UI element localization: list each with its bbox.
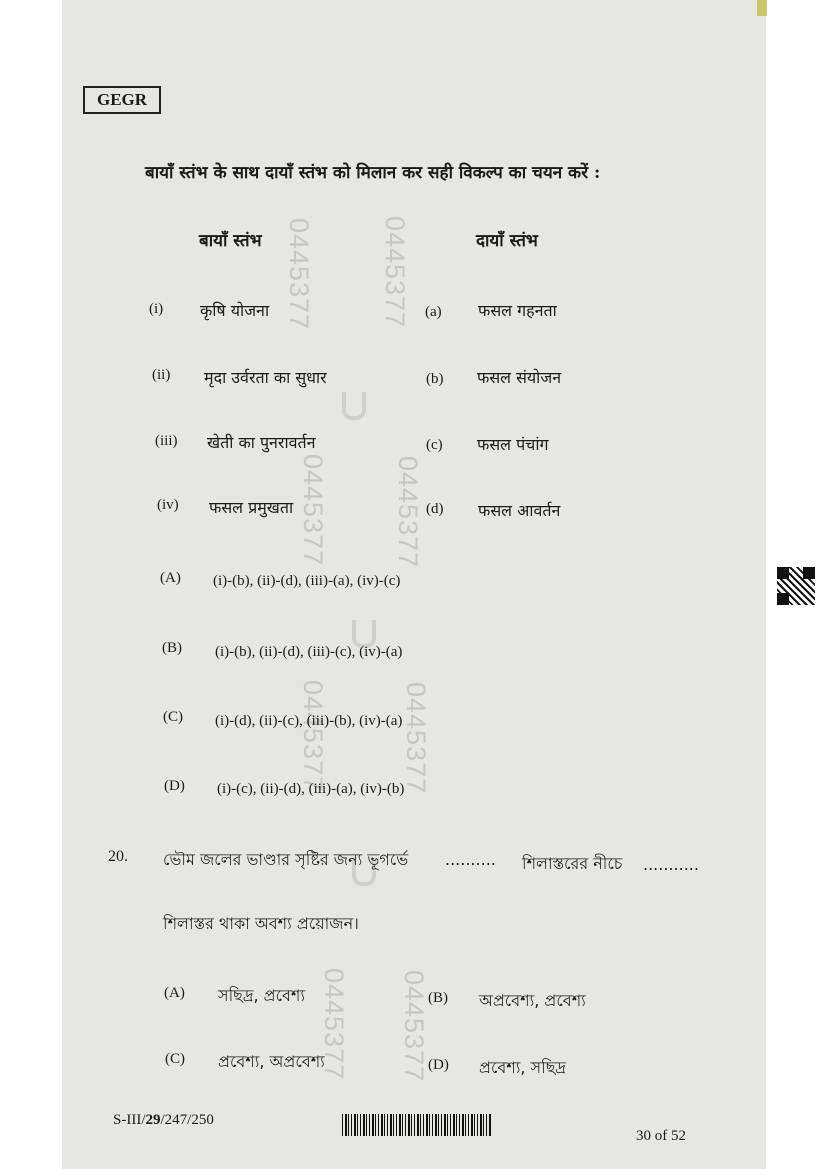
option-label: (D) [428,1057,449,1073]
scan-edge-mark [757,0,767,16]
watermark-stamp: 0445377 [399,970,429,1083]
right-item-text: फसल संयोजन [477,368,562,387]
left-item-number: (iv) [157,497,179,513]
question-text: ভৌম জলের ভাণ্ডার সৃষ্টির জন্য ভূগর্ভে [163,850,409,869]
paper-code-bold: 29 [145,1112,161,1128]
right-item-text: फसल पंचांग [477,435,549,454]
watermark-stamp: 0445377 [298,680,328,793]
fill-blank: ........... [643,855,699,874]
option-text: অপ্রবেশ্য, প্রবেশ্য [479,991,586,1010]
left-column-heading: बायाँ स्तंभ [199,231,262,251]
right-item-text: फसल गहनता [478,301,557,320]
option-text: প্রবেশ্য, অপ্রবেশ্য [218,1052,325,1071]
watermark-stamp: 0445377 [319,968,349,1081]
option-text: (i)-(b), (ii)-(d), (iii)-(a), (iv)-(c) [213,573,401,589]
paper-code-suffix: /247/250 [160,1112,214,1128]
option-text: (i)-(d), (ii)-(c), (iii)-(b), (iv)-(a) [215,713,403,729]
left-item-text: मृदा उर्वरता का सुधार [204,368,327,387]
option-text: (i)-(c), (ii)-(d), (iii)-(a), (iv)-(b) [217,781,405,797]
question-text: শিলাস্তরের নীচে [522,854,623,873]
option-text: সছিদ্র, প্রবেশ্য [218,986,306,1005]
option-label: (A) [160,570,181,586]
option-label: (B) [162,640,182,656]
option-label: (B) [428,990,448,1006]
question-text: শিলাস্তর থাকা অবশ্য প্রয়োজন। [163,914,359,933]
qr-code [776,566,816,606]
right-item-text: फसल आवर्तन [478,501,561,520]
left-item-number: (i) [149,301,164,317]
question-instruction: बायाँ स्तंभ के साथ दायाँ स्तंभ को मिलान कर सही विकल्प का चयन करें : [145,163,601,183]
right-column-heading: दायाँ स्तंभ [476,231,538,251]
paper-code-box: GEGR [83,86,161,114]
left-item-text: फसल प्रमुखता [209,498,294,517]
left-item-number: (ii) [152,367,171,383]
option-label: (A) [164,985,185,1001]
left-item-text: कृषि योजना [200,301,270,320]
paper-code-footer [113,1112,214,1129]
page-number: 30 of 52 [636,1128,686,1144]
fill-blank: .......... [445,850,496,869]
watermark-stamp: 0445377 [401,682,431,795]
option-label: (D) [164,778,185,794]
watermark-stamp: 0445377 [284,218,314,331]
watermark-stamp: 0445377 [298,454,328,567]
left-item-text: खेती का पुनरावर्तन [207,433,316,452]
option-text: প্রবেশ্য, সছিদ্র [479,1058,567,1077]
option-label: (C) [163,709,183,725]
paper-code-prefix: S-III/ [113,1112,146,1128]
question-number: 20. [108,848,128,865]
watermark-stamp: 0445377 [380,216,410,329]
right-item-letter: (d) [426,501,444,517]
right-item-letter: (c) [426,437,443,453]
right-item-letter: (a) [425,304,442,320]
barcode [342,1114,492,1136]
left-item-number: (iii) [155,433,178,449]
right-item-letter: (b) [426,371,444,387]
option-label: (C) [165,1051,185,1067]
watermark-stamp: 0445377 [393,456,423,569]
option-text: (i)-(b), (ii)-(d), (iii)-(c), (iv)-(a) [215,644,403,660]
watermark-u-mark [342,392,366,420]
